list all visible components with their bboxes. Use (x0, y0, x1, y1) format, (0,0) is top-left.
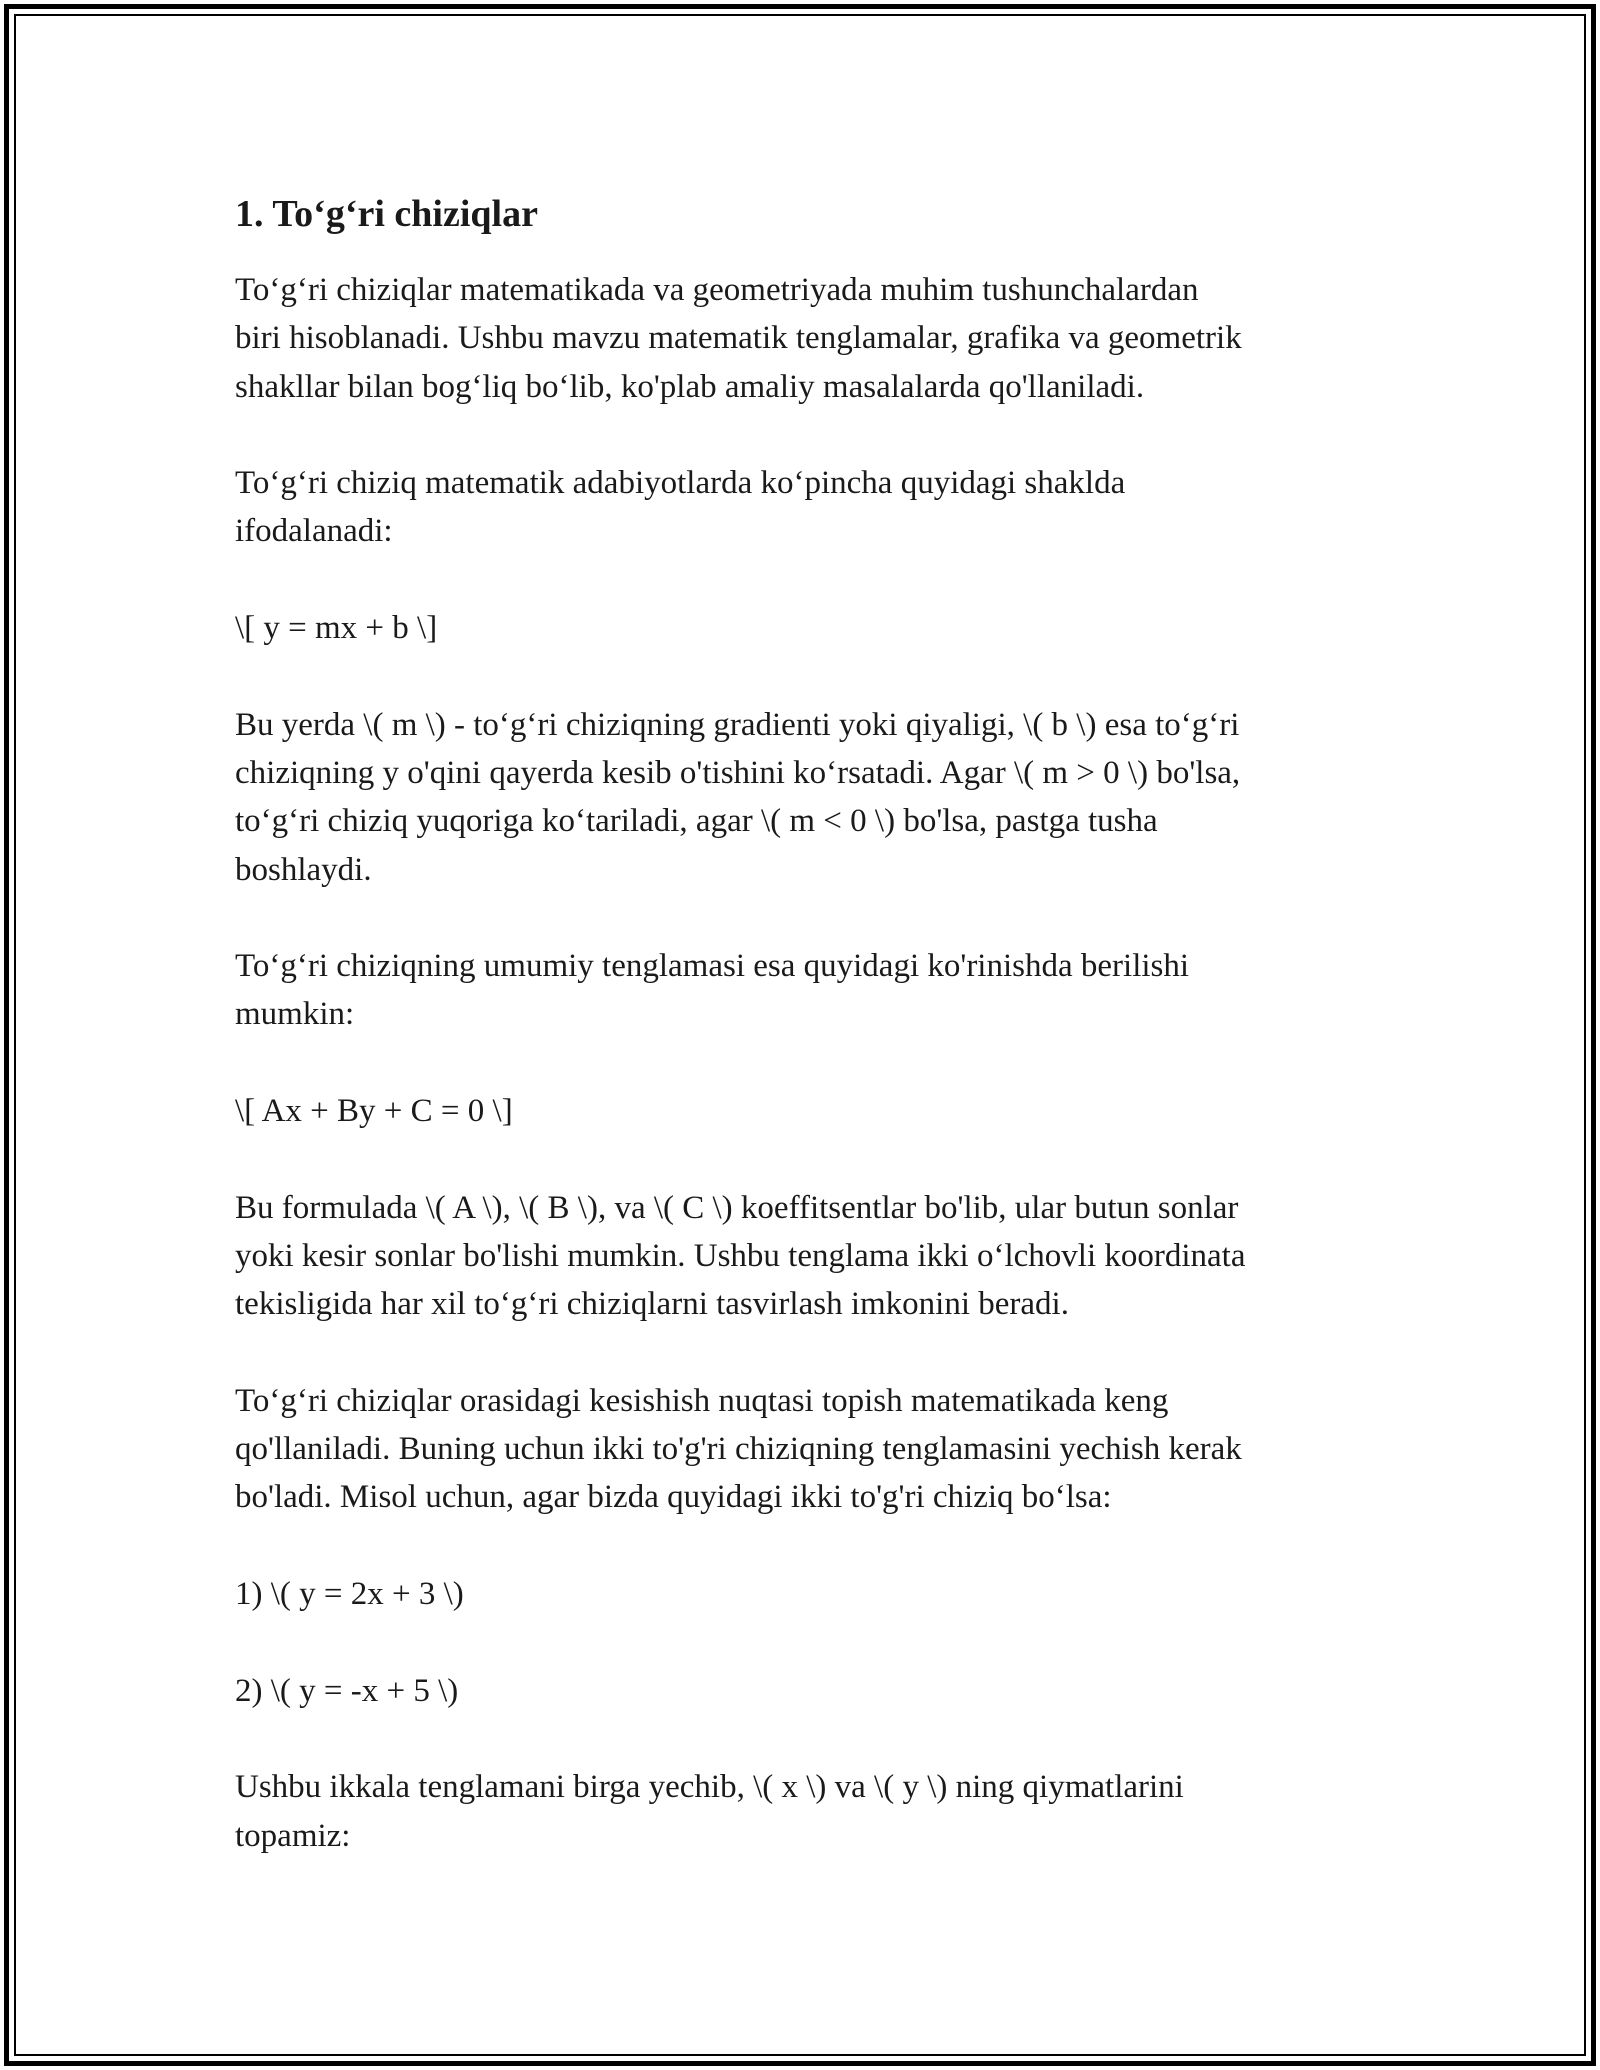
paragraph-line: qo'llaniladi. Buning uchun ikki to'g'ri chiziqning tenglamasini yechish kerak (235, 1431, 1242, 1468)
paragraph (235, 1184, 1365, 1329)
paragraph (235, 1087, 1365, 1135)
paragraph-line: to‘g‘ri chiziq yuqoriga ko‘tariladi, agar \( m < 0 \) bo'lsa, pastga tusha (235, 803, 1158, 840)
section-heading: 1. To‘g‘ri chiziqlar (235, 193, 538, 235)
paragraph-line: boshlaydi. (235, 851, 372, 888)
paragraph-line: To‘g‘ri chiziqning umumiy tenglamasi esa quyidagi ko'rinishda berilishi (235, 948, 1190, 985)
paragraph-line: Bu yerda \( m \) - to‘g‘ri chiziqning gradienti yoki qiyaligi, \( b \) esa to‘g‘ri (235, 706, 1240, 743)
paragraph-line: ifodalanadi: (235, 513, 393, 550)
document-body (235, 186, 1365, 1860)
paragraph (235, 459, 1365, 556)
paragraph-line: \[ Ax + By + C = 0 \] (235, 1093, 513, 1130)
paragraph-line: To‘g‘ri chiziqlar matematikada va geometriyada muhim tushunchalardan (235, 272, 1199, 308)
paragraph (235, 1763, 1365, 1860)
paragraph-line: 2) \( y = -x + 5 \) (235, 1672, 459, 1709)
paragraph-line: 1) \( y = 2x + 3 \) (235, 1576, 464, 1613)
paragraph-line: To‘g‘ri chiziqlar orasidagi kesishish nuqtasi topish matematikada keng (235, 1382, 1169, 1419)
paragraph-line: Ushbu ikkala tenglamani birga yechib, \( x \) va \( y \) ning qiymatlarini (235, 1769, 1184, 1806)
paragraph-line: mumkin: (235, 996, 355, 1033)
paragraph (235, 942, 1365, 1039)
paragraph-line: chiziqning y o'qini qayerda kesib o'tishini ko‘rsatadi. Agar \( m > 0 \) bo'lsa, (235, 754, 1241, 791)
paragraph-list (235, 266, 1365, 1860)
paragraph-line: To‘g‘ri chiziq matematik adabiyotlarda ko‘pincha quyidagi shaklda (235, 465, 1126, 502)
paragraph (235, 1570, 1365, 1618)
paragraph (235, 604, 1365, 652)
paragraph (235, 1667, 1365, 1715)
paragraph-line: Bu formulada \( A \), \( B \), va \( C \) koeffitsentlar bo'lib, ular butun sonlar (235, 1189, 1239, 1226)
paragraph-line: tekisligida har xil to‘g‘ri chiziqlarni tasvirlash imkonini beradi. (235, 1286, 1069, 1323)
paragraph-line: shakllar bilan bog‘liq bo‘lib, ko'plab amaliy masalalarda qo'llaniladi. (235, 368, 1145, 405)
paragraph-line: bo'ladi. Misol uchun, agar bizda quyidagi ikki to'g'ri chiziq bo‘lsa: (235, 1479, 1112, 1516)
paragraph-line: \[ y = mx + b \] (235, 610, 438, 647)
paragraph-line: topamiz: (235, 1817, 351, 1854)
paragraph (235, 266, 1365, 411)
paragraph-line: biri hisoblanadi. Ushbu mavzu matematik tenglamalar, grafika va geometrik (235, 320, 1242, 357)
paragraph (235, 1377, 1365, 1522)
paragraph-line: yoki kesir sonlar bo'lishi mumkin. Ushbu tenglama ikki o‘lchovli koordinata (235, 1237, 1246, 1274)
paragraph (235, 701, 1365, 894)
